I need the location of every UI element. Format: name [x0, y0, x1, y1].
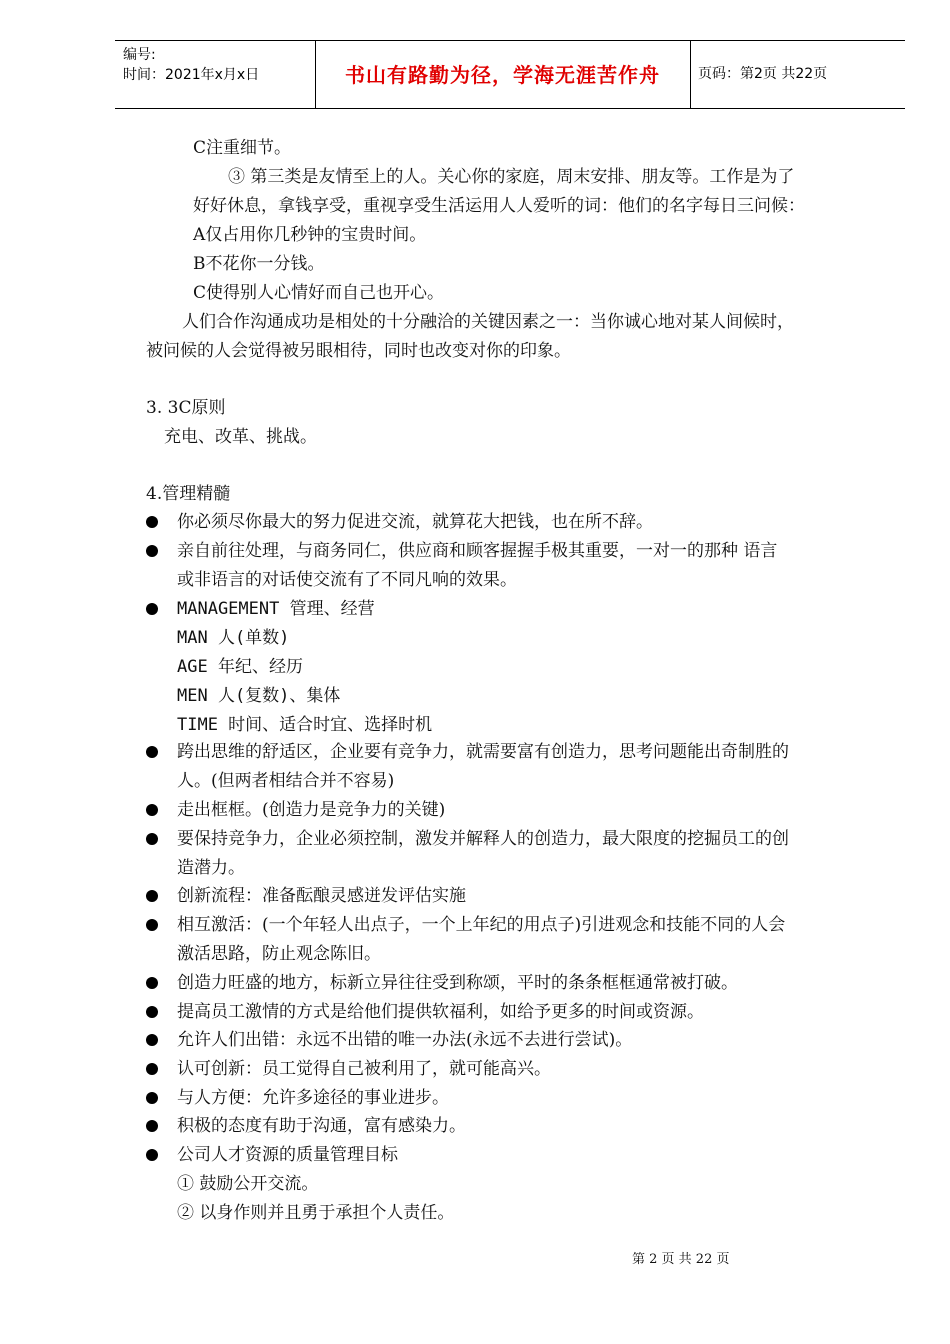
doc-time-label: 时间：2021年x月x日: [123, 67, 260, 83]
text-line: ③ 第三类是友情至上的人。关心你的家庭，周末安排、朋友等。工作是为了: [228, 167, 795, 187]
bullet-icon: [146, 1006, 158, 1018]
list-item: 创新流程：准备酝酿灵感迸发评估实施: [177, 886, 466, 906]
list-item: ① 鼓励公开交流。: [177, 1174, 319, 1194]
text-line: 被问候的人会觉得被另眼相待，同时也改变对你的印象。: [146, 341, 571, 361]
header-meta: [123, 45, 313, 85]
bullet-icon: [146, 603, 158, 615]
list-item: 提高员工激情的方式是给他们提供软福利，如给予更多的时间或资源。: [177, 1002, 704, 1022]
bullet-icon: [146, 1034, 158, 1046]
text-line: A仅占用你几秒钟的宝贵时间。: [193, 225, 427, 245]
list-item: 允许人们出错：永远不出错的唯一办法(永远不去进行尝试)。: [177, 1030, 633, 1050]
list-item: MEN 人(复数)、集体: [177, 686, 341, 706]
list-item: 积极的态度有助于沟通，富有感染力。: [177, 1116, 466, 1136]
section-heading: 4.管理精髓: [146, 484, 231, 504]
list-item: MAN 人(单数): [177, 628, 290, 648]
list-item: 走出框框。(创造力是竞争力的关键): [177, 800, 446, 820]
bullet-icon: [146, 890, 158, 902]
list-item: 造潜力。: [177, 858, 245, 878]
bullet-icon: [146, 1063, 158, 1075]
bullet-icon: [146, 545, 158, 557]
text-line: 好好休息，拿钱享受，重视享受生活运用人人爱听的词：他们的名字每日三问候：: [193, 196, 805, 216]
list-item: 要保持竞争力，企业必须控制，激发并解释人的创造力，最大限度的挖掘员工的创: [177, 829, 789, 849]
text-line: 充电、改革、挑战。: [164, 427, 317, 447]
bullet-icon: [146, 1092, 158, 1104]
list-item: 认可创新：员工觉得自己被利用了，就可能高兴。: [177, 1059, 551, 1079]
list-item: 激活思路，防止观念陈旧。: [177, 944, 381, 964]
list-item: 创造力旺盛的地方，标新立异往往受到称颂，平时的条条框框通常被打破。: [177, 973, 738, 993]
text-line: B不花你一分钱。: [193, 254, 325, 274]
list-item: 你必须尽你最大的努力促进交流，就算花大把钱，也在所不辞。: [177, 512, 653, 532]
text-line: 人们合作沟通成功是相处的十分融洽的关键因素之一：当你诚心地对某人间候时，: [182, 312, 794, 332]
list-item: ② 以身作则并且勇于承担个人责任。: [177, 1203, 455, 1223]
list-item: 公司人才资源的质量管理目标: [177, 1145, 398, 1165]
page-footer: 第 2 页 共 22 页: [632, 1252, 730, 1267]
bullet-icon: [146, 804, 158, 816]
list-item: MANAGEMENT 管理、经营: [177, 599, 375, 619]
list-item: TIME 时间、适合时宜、选择时机: [177, 715, 433, 735]
bullet-icon: [146, 833, 158, 845]
text-line: C注重细节。: [193, 138, 292, 158]
bullet-icon: [146, 1120, 158, 1132]
header-motto: 书山有路勤为径，学海无涯苦作舟: [345, 63, 660, 87]
list-item: 人。(但两者相结合并不容易): [177, 771, 395, 791]
header-divider: [690, 41, 691, 108]
list-item: 相互激活：(一个年轻人出点子，一个上年纪的用点子)引进观念和技能不同的人会: [177, 915, 786, 935]
bullet-icon: [146, 919, 158, 931]
bullet-icon: [146, 516, 158, 528]
list-item: 跨出思维的舒适区，企业要有竞争力，就需要富有创造力，思考问题能出奇制胜的: [177, 742, 789, 762]
text-line: C使得别人心情好而自己也开心。: [193, 283, 445, 303]
bullet-icon: [146, 746, 158, 758]
list-item: 或非语言的对话使交流有了不同凡响的效果。: [177, 570, 517, 590]
list-item: 与人方便：允许多途径的事业进步。: [177, 1088, 449, 1108]
bullet-icon: [146, 1149, 158, 1161]
list-item: 亲自前往处理，与商务同仁，供应商和顾客握握手极其重要，一对一的那种 语言: [177, 541, 778, 561]
section-heading: 3. 3C原则: [146, 398, 226, 418]
list-item: AGE 年纪、经历: [177, 657, 303, 677]
header-page-info: 页码：第2页 共22页: [698, 66, 828, 82]
page-header: [115, 40, 905, 109]
bullet-icon: [146, 977, 158, 989]
doc-number-label: 编号:: [123, 47, 156, 63]
